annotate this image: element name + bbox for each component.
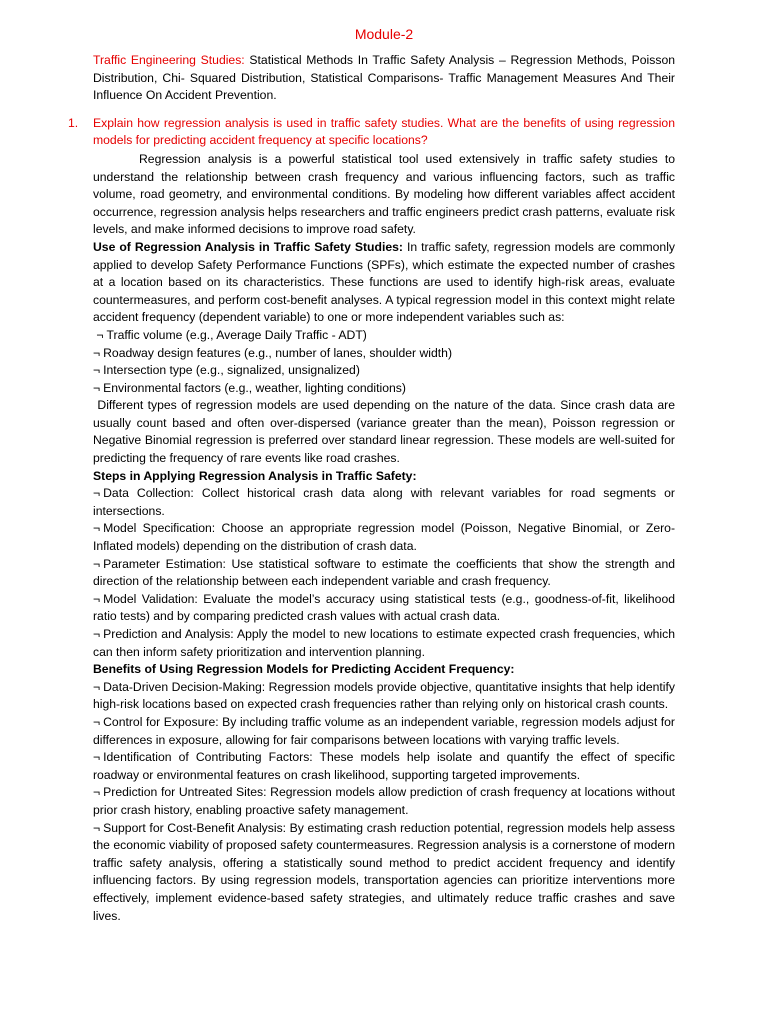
document-body — [68, 52, 676, 925]
topics-label: Traffic Engineering Studies: — [93, 53, 245, 67]
list-item: ¬ Model Validation: Evaluate the model’s accuracy using statistical tests (e.g., goodness-of-fit, likelihood ratio tests) and by comparing predicted crash values with actual crash data. — [93, 591, 675, 624]
list-item: ¬ Traffic volume (e.g., Average Daily Traffic - ADT) — [93, 327, 675, 345]
steps-heading: Steps in Applying Regression Analysis in Traffic Safety: — [93, 468, 417, 483]
bullet-mark: ¬ — [93, 591, 101, 606]
benefits-list — [93, 679, 675, 925]
use-text: In traffic safety, regression models are commonly applied to develop Safety Performance Functions (SPFs), which estimate the expected number of crashes at a location based on its characteristics. These functions are used to identify high-risk areas, evaluate countermeasures, and perform cost-benefit analyses. A typical regression model in this context might relate accident frequency (dependent variable) to one or more independent variables such as: — [93, 239, 675, 325]
page-title: Module-2 — [354, 26, 414, 42]
list-item: ¬ Parameter Estimation: Use statistical software to estimate the coefficients that show the strength and direction of the relationship between each independent variable and crash frequency. — [93, 556, 675, 589]
intro-paragraph: Regression analysis is a powerful statistical tool used extensively in traffic safety studies to understand the relationship between crash frequency and various influencing factors, such as traffic volume, road geometry, and environmental conditions. By modeling how different variables affect accident occurrence, regression analysis helps researchers and traffic engineers predict crash patterns, evaluate risk levels, and make informed decisions to improve road safety. — [93, 151, 675, 237]
list-item: ¬ Prediction and Analysis: Apply the model to new locations to estimate expected crash frequencies, which can then inform safety prioritization and intervention planning. — [93, 627, 675, 659]
benefits-heading: Benefits of Using Regression Models for Predicting Accident Frequency: — [93, 662, 515, 677]
list-item: ¬ Prediction for Untreated Sites: Regression models allow prediction of crash frequency at locations without prior crash history, enabling proactive safety management. — [93, 785, 675, 817]
bullet-mark: ¬ — [93, 679, 101, 694]
list-item: ¬ Data Collection: Collect historical crash data along with relevant variables for road segments or intersections. — [93, 486, 675, 518]
module-topics — [93, 52, 675, 105]
list-item: ¬ Intersection type (e.g., signalized, unsignalized) — [93, 362, 675, 380]
bullet-mark: ¬ — [93, 345, 101, 360]
bullet-mark: ¬ — [93, 556, 101, 571]
list-item: ¬ Roadway design features (e.g., number of lanes, shoulder width) — [93, 345, 675, 363]
list-item: ¬ Model Specification: Choose an appropriate regression model (Poisson, Negative Binomial, or Zero-Inflated models) depending on the distribution of crash data. — [93, 521, 675, 554]
types-paragraph: Different types of regression models are used depending on the nature of the data. Since crash data are usually count based and often over-dispersed (variance greater than the mean), Poisson regression or Negative Binomial regression is preferred over standard linear regression. These models are well-suited for predicting the frequency of rare events like road crashes. — [93, 398, 675, 466]
list-item: ¬ Environmental factors (e.g., weather, lighting conditions) — [93, 380, 675, 398]
list-item: ¬ Identification of Contributing Factors: These models help isolate and quantify the effect of specific roadway or environmental features on crash likelihood, supporting targeted improvements. — [93, 750, 675, 782]
question-number: 1. — [68, 115, 79, 130]
bullet-mark: ¬ — [93, 750, 101, 765]
variables-list — [93, 327, 675, 397]
use-paragraph — [93, 239, 675, 327]
list-item: ¬ Data-Driven Decision-Making: Regression models provide objective, quantitative insights that help identify high-risk locations based on expected crash frequencies rather than relying only on historical crash counts. — [93, 679, 675, 712]
bullet-mark: ¬ — [93, 627, 101, 641]
bullet-mark: ¬ — [93, 820, 101, 835]
bullet-mark: ¬ — [93, 714, 101, 729]
question-block — [68, 115, 675, 150]
use-heading: Use of Regression Analysis in Traffic Safety Studies: — [93, 239, 403, 254]
question-text: Explain how regression analysis is used in traffic safety studies. What are the benefits of using regression models for predicting accident frequency at specific locations? — [93, 115, 675, 148]
steps-list — [93, 485, 675, 661]
topics-text: Statistical Methods In Traffic Safety Analysis – Regression Methods, Poisson Distribution, Chi- Squared Distribution, Statistical Comparisons- Traffic Management Measures And Their Influence On Accident Prevention. — [93, 53, 676, 103]
list-item: ¬ Support for Cost-Benefit Analysis: By estimating crash reduction potential, regression models help assess the economic viability of proposed safety countermeasures. Regression analysis is a cornerstone of modern traffic safety analysis, offering a statistically sound method to predict accident frequency and identify influencing factors. By using regression models, transportation agencies can prioritize interventions more effectively, implement evidence-based safety strategies, and ultimately reduce traffic crashes and save lives. — [93, 820, 675, 923]
bullet-mark: ¬ — [93, 486, 101, 501]
bullet-mark: ¬ — [93, 380, 101, 395]
bullet-mark: ¬ — [93, 363, 101, 378]
bullet-mark: ¬ — [93, 785, 101, 800]
list-item: ¬ Control for Exposure: By including traffic volume as an independent variable, regression models adjust for differences in exposure, allowing for fair comparisons between locations with varying traffic levels. — [93, 714, 675, 747]
bullet-mark: ¬ — [93, 521, 101, 536]
bullet-mark: ¬ — [96, 327, 104, 342]
